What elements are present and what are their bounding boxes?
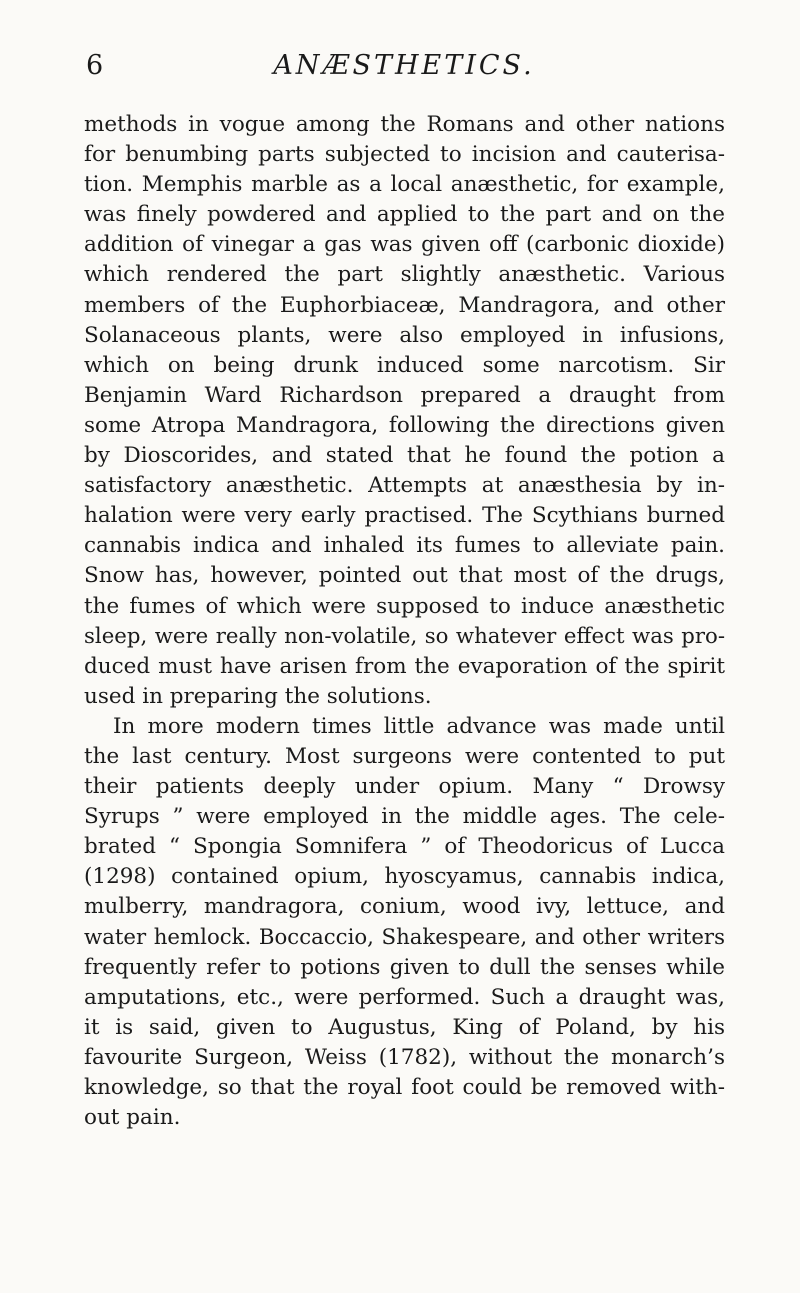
text-line: frequently refer to potions given to dull the senses while: [84, 954, 725, 980]
text-line: for benumbing parts subjected to incision and cauterisa-: [84, 142, 725, 168]
text-line: the fumes of which were supposed to induce anæsthetic: [84, 593, 725, 619]
text-line: halation were very early practised. The Scythians burned: [84, 503, 725, 529]
page-number: 6: [86, 50, 104, 81]
text-line: tion. Memphis marble as a local anæsthetic, for example,: [84, 172, 725, 198]
text-line: knowledge, so that the royal foot could be removed with-: [84, 1075, 725, 1100]
text-line: satisfactory anæsthetic. Attempts at anæsthesia by in-: [84, 473, 725, 499]
text-line: mulberry, mandragora, conium, wood ivy, lettuce, and: [84, 894, 725, 920]
text-line: (1298) contained opium, hyoscyamus, cannabis indica,: [84, 864, 725, 890]
text-line: by Dioscorides, and stated that he found the potion a: [84, 443, 725, 469]
page-header: [84, 44, 724, 84]
text-line: some Atropa Mandragora, following the directions given: [84, 412, 725, 438]
body-text: [84, 110, 725, 1133]
text-line: duced must have arisen from the evaporation of the spirit: [84, 653, 725, 679]
text-line: Snow has, however, pointed out that most of the drugs,: [84, 563, 725, 589]
text-line: which rendered the part slightly anæsthetic. Various: [84, 262, 725, 288]
text-line: amputations, etc., were performed. Such a draught was,: [84, 984, 725, 1010]
text-line: the last century. Most surgeons were contented to put: [84, 743, 725, 769]
text-line: favourite Surgeon, Weiss (1782), without the monarch’s: [84, 1044, 725, 1070]
text-line: members of the Euphorbiaceæ, Mandragora, and other: [84, 292, 725, 318]
text-line: Syrups ” were employed in the middle ages. The cele-: [84, 804, 725, 830]
paragraph-end-line: out pain.: [84, 1105, 181, 1131]
text-line: Benjamin Ward Richardson prepared a draught from: [84, 382, 725, 408]
text-line: Solanaceous plants, were also employed in infusions,: [84, 322, 725, 348]
running-title: ANÆSTHETICS.: [273, 50, 535, 81]
text-line: methods in vogue among the Romans and other nations: [84, 112, 725, 137]
paragraph-end-line: used in preparing the solutions.: [84, 683, 432, 709]
text-line: their patients deeply under opium. Many “ Drowsy: [84, 774, 725, 800]
text-line: it is said, given to Augustus, King of Poland, by his: [84, 1014, 725, 1040]
text-line: water hemlock. Boccaccio, Shakespeare, and other writers: [84, 924, 725, 950]
text-line: which on being drunk induced some narcotism. Sir: [84, 352, 725, 378]
paragraph-start-line: In more modern times little advance was made until: [113, 713, 725, 739]
text-line: brated “ Spongia Somnifera ” of Theodoricus of Lucca: [84, 834, 725, 860]
text-line: addition of vinegar a gas was given off (carbonic dioxide): [84, 232, 725, 258]
text-line: was finely powdered and applied to the part and on the: [84, 202, 725, 228]
text-line: sleep, were really non-volatile, so whatever effect was pro-: [84, 623, 725, 649]
text-line: cannabis indica and inhaled its fumes to alleviate pain.: [84, 533, 725, 559]
